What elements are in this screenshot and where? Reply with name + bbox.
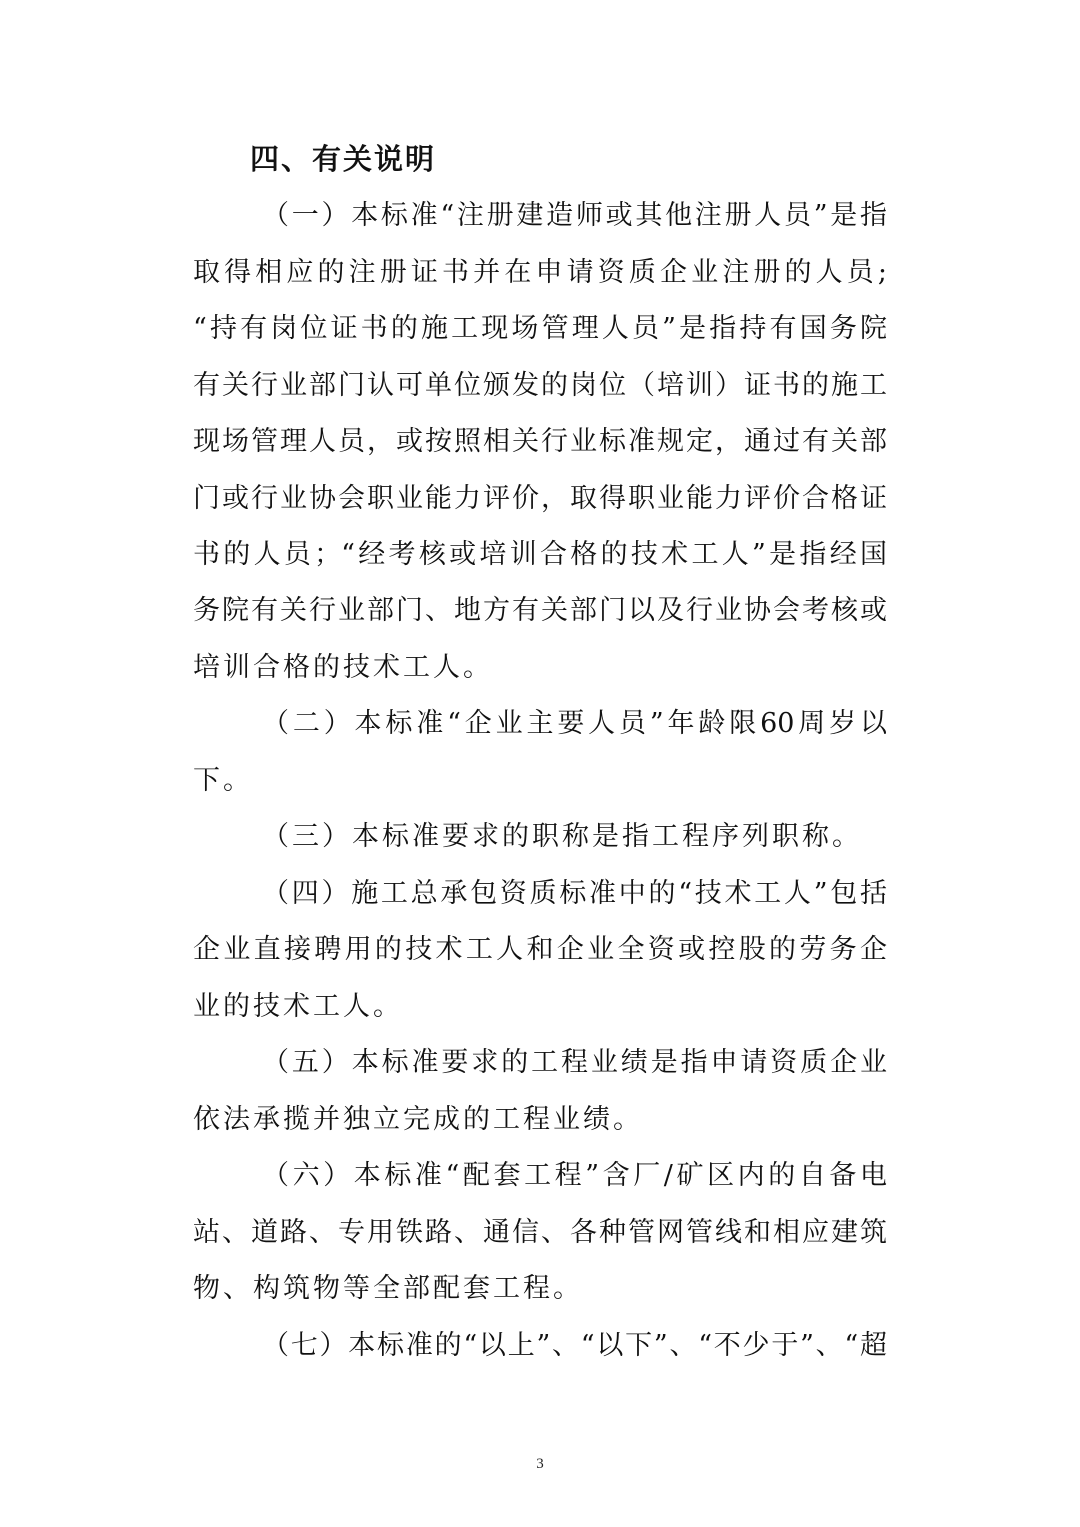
section-heading: 四、有关说明 [250,142,437,176]
text-line: （四）施工总承包资质标准中的“技术工人”包括 [262,878,887,909]
text-line: 书的人员；“经考核或培训合格的技术工人”是指经国 [193,539,887,570]
text-line: 门或行业协会职业能力评价，取得职业能力评价合格证 [193,483,887,514]
text-line: （七）本标准的“以上”、“以下”、“不少于”、“超 [262,1330,887,1361]
text-line: 现场管理人员，或按照相关行业标准规定，通过有关部 [193,426,887,457]
text-line: 下。 [193,765,253,796]
text-line: （六）本标准“配套工程”含厂/矿区内的自备电 [262,1160,887,1191]
text-line: 业的技术工人。 [193,991,403,1022]
text-line: 企业直接聘用的技术工人和企业全资或控股的劳务企 [193,934,887,965]
text-line: 务院有关行业部门、地方有关部门以及行业协会考核或 [193,595,887,626]
text-line: 培训合格的技术工人。 [193,652,493,683]
text-line: （二）本标准“企业主要人员”年龄限60周岁以 [262,708,887,739]
text-line: 依法承揽并独立完成的工程业绩。 [193,1104,643,1135]
text-line: 有关行业部门认可单位颁发的岗位（培训）证书的施工 [193,370,887,401]
text-line: 取得相应的注册证书并在申请资质企业注册的人员; [193,257,887,288]
text-line: （三）本标准要求的职称是指工程序列职称。 [262,821,862,852]
text-line: “持有岗位证书的施工现场管理人员”是指持有国务院 [193,313,887,344]
page-number: 3 [536,1456,544,1472]
text-line: （五）本标准要求的工程业绩是指申请资质企业 [262,1047,887,1078]
text-line: 物、构筑物等全部配套工程。 [193,1273,583,1304]
text-line: （一）本标准“注册建造师或其他注册人员”是指 [262,200,887,231]
text-line: 站、道路、专用铁路、通信、各种管网管线和相应建筑 [193,1217,887,1248]
